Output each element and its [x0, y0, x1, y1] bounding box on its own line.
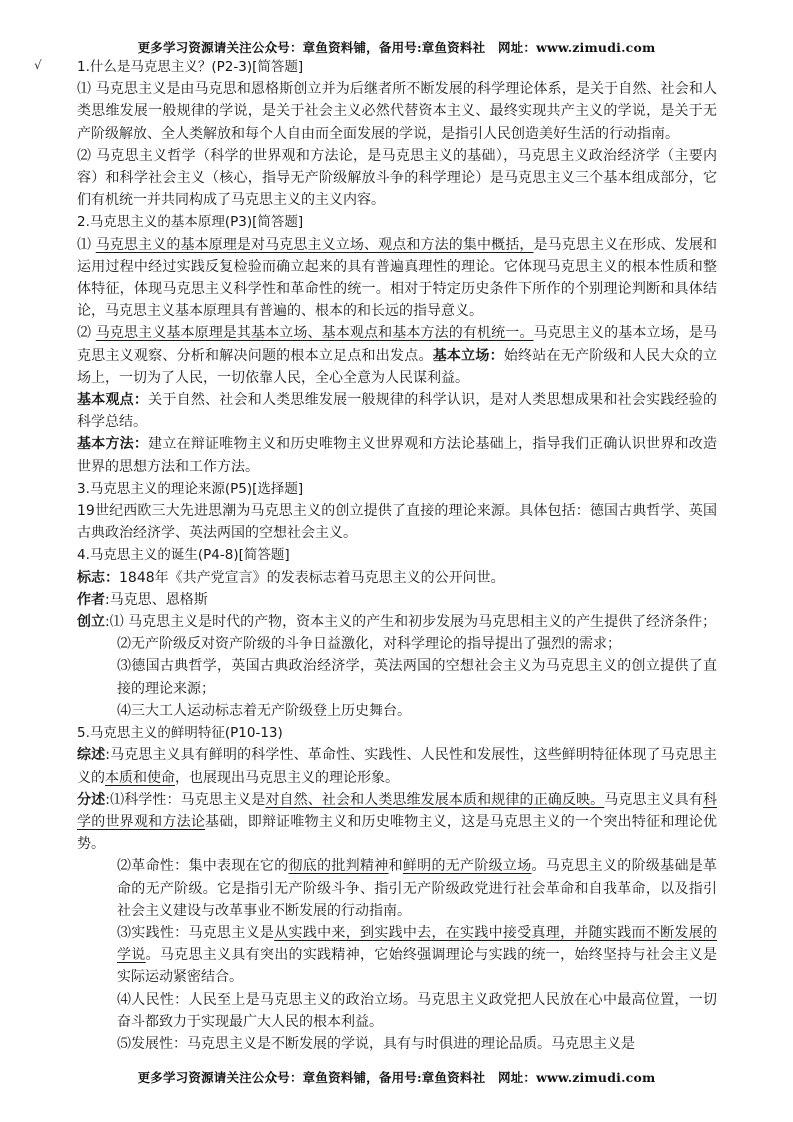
text-segment: 是马克思主义在形成、发展和运用过程中经过实践反复检验而确立起来的具有普遍真理性的理论。它体现马克思主义的根本性质和整体特征，体现马克思主义科学性和革命性的统一。相对于特定历史条件下所作的个别理论判断和具体结论，马克思主义基本原理具有普遍的、根本的和长远的指导意义。 [77, 236, 718, 320]
section-5-heading: 5.马克思主义的鲜明特征(P10-13) [77, 725, 283, 742]
text-segment: 马克思主义具有 [604, 791, 704, 808]
section-1-paragraph-2: ⑵ 马克思主义哲学（科学的世界观和方法论，是马克思主义的基础），马克思主义政治经济学（主要内容）和科学社会主义（核心，指导无产阶级解放斗争的科学理论）是马克思主义三个基本组成部分，它们有机统一并共同构成了马克思主义的主义内容。 [77, 147, 717, 209]
section-4-paragraph-5: ⑶德国古典哲学，英国古典政治经济学，英法两国的空想社会主义为马克思主义的创立提供了直接的理论来源； [117, 658, 717, 697]
text-segment: 和 [388, 858, 403, 875]
bold-label: 作者 [77, 591, 105, 608]
section-4-heading: 4.马克思主义的诞生(P4-8)[简答题] [77, 547, 290, 564]
bold-label: 基本方法： [77, 436, 149, 453]
text-segment: :马克思主义具有鲜明的科学性、革命性、实践性、人民性和发展性，这些鲜明特征体现了马克思主义的 [77, 747, 718, 786]
text-segment: 。马克思主义的阶级基础是革命的无产阶级。它是指引无产阶级斗争、指引无产阶级政党进行社会革命和自我革命，以及指引社会主义建设与改革事业不断发展的行动指南。 [117, 858, 718, 919]
text-segment: 。马克思主义具有突出的实践精神，它始终强调理论与实践的统一，始终坚持与社会主义是实际运动紧密结合。 [117, 947, 718, 986]
document-body [77, 56, 717, 1055]
footer-banner: 更多学习资源请关注公众号：章鱼资料铺，备用号:章鱼资料社 网址：www.zimudi.com [137, 1070, 656, 1085]
underlined-text: 鲜明的无产阶级立场 [402, 858, 532, 875]
underlined-text: 本质和使命 [105, 769, 175, 786]
section-4-paragraph-1 [77, 567, 717, 589]
text-segment: ⑶实践性：马克思主义是 [117, 924, 275, 941]
underlined-text: 对自然、社会和人类思维发展本质和规律的正确反映。 [265, 791, 605, 808]
text-segment: ⑵革命性：集中表现在它的 [117, 858, 289, 875]
text-segment: ⑴ [77, 236, 96, 253]
text-segment: 1848年《共产党宣言》的发表标志着马克思主义的公开问世。 [119, 569, 505, 586]
header-banner: 更多学习资源请关注公众号：章鱼资料铺，备用号:章鱼资料社 网址：www.zimudi.com [137, 40, 656, 55]
bold-label: 综述 [77, 747, 106, 764]
section-2-paragraph-3 [77, 389, 717, 433]
margin-check-mark: √ [34, 58, 42, 72]
text-segment: ，也展现出马克思主义的理论形象。 [175, 769, 399, 786]
bold-label: 标志： [77, 569, 119, 586]
section-5-paragraph-5: ⑷人民性：人民至上是马克思主义的政治立场。马克思主义政党把人民放在心中最高位置，一切奋斗都致力于实现最广大人民的根本利益。 [117, 991, 717, 1030]
text-segment: 基础，即辩证唯物主义和历史唯物主义，这是马克思主义的一个突出特征和理论优势。 [77, 813, 717, 853]
section-5-paragraph-4 [77, 922, 717, 989]
section-2-paragraph-4 [77, 433, 717, 477]
section-3-paragraph-1: 19世纪西欧三大先进思潮为马克思主义的创立提供了直接的理论来源。具体包括：德国古典哲学、英国古典政治经济学、英法两国的空想社会主义。 [77, 503, 717, 542]
bold-label: 基本立场： [432, 347, 504, 364]
underlined-text: 科学的世界观和方法论 [77, 791, 718, 830]
text-segment: :⑴科学性：马克思主义是 [105, 791, 266, 808]
section-4-paragraph-4: ⑵无产阶级反对资产阶级的斗争日益激化，对科学理论的指导提出了强烈的需求； [117, 636, 621, 653]
text-segment: 建立在辩证唯物主义和历史唯物主义世界观和方法论基础上，指导我们正确认识世界和改造世界的思想方法和工作方法。 [77, 436, 718, 475]
text-segment: 始终站在无产阶级和人民大众的立场上，一切为了人民，一切依靠人民，全心全意为人民谋利益。 [77, 347, 718, 386]
bold-label: 基本观点： [77, 392, 149, 409]
text-segment: :马克思、恩格斯 [105, 591, 208, 608]
bold-label: 创立 [77, 614, 105, 631]
text-segment: :⑴ 马克思主义是时代的产物，资本主义的产生和初步发展为马克思相主义的产生提供了经济条件； [105, 614, 717, 631]
underlined-text: 马克思主义基本原理是其基本立场、基本观点和基本方法的有机统一。 [95, 325, 534, 342]
section-4-paragraph-3 [77, 611, 717, 633]
section-1-paragraph-1: ⑴ 马克思主义是由马克思和恩格斯创立并为后继者所不断发展的科学理论体系，是关于自然、社会和人类思维发展一般规律的学说，是关于社会主义必然代替资本主义、最终实现共产主义的学说，是关于无产阶级解放、全人类解放和每个人自由而全面发展的学说，是指引人民创造美好生活的行动指南。 [77, 81, 717, 142]
section-1-heading: 1.什么是马克思主义？(P2-3)[简答题] [77, 59, 304, 75]
section-5-paragraph-1 [77, 744, 717, 788]
section-2-paragraph-1 [77, 234, 717, 323]
section-5-paragraph-3 [77, 855, 717, 922]
section-2-paragraph-2 [77, 322, 717, 389]
section-5-paragraph-2 [77, 789, 717, 856]
text-segment: ⑵ [77, 325, 96, 342]
section-4-paragraph-6: ⑷三大工人运动标志着无产阶级登上历史舞台。 [117, 702, 411, 719]
text-segment: 马克思主义的基本立场，是马克思主义观察、分析和解决问题的根本立足点和出发点。 [77, 325, 718, 364]
text-segment: 关于自然、社会和人类思维发展一般规律的科学认识，是对人类思想成果和社会实践经验的科学总结。 [77, 392, 718, 431]
section-2-heading: 2.马克思主义的基本原理(P3)[简答题] [77, 214, 304, 231]
underlined-text: 彻底的批判精神 [288, 858, 389, 875]
underlined-text: 从实践中来，到实践中去，在实践中接受真理，并随实践而不断发展的学说 [117, 924, 718, 964]
section-4-paragraph-2 [77, 589, 717, 611]
bold-label: 分述 [77, 791, 106, 808]
section-3-heading: 3.马克思主义的理论来源(P5)[选择题] [77, 480, 304, 497]
underlined-text: 马克思主义的基本原理是对马克思主义立场、观点和方法的集中概括， [95, 236, 534, 253]
section-5-paragraph-6: ⑸发展性：马克思主义是不断发展的学说，具有与时俱进的理论品质。马克思主义是 [117, 1035, 635, 1052]
